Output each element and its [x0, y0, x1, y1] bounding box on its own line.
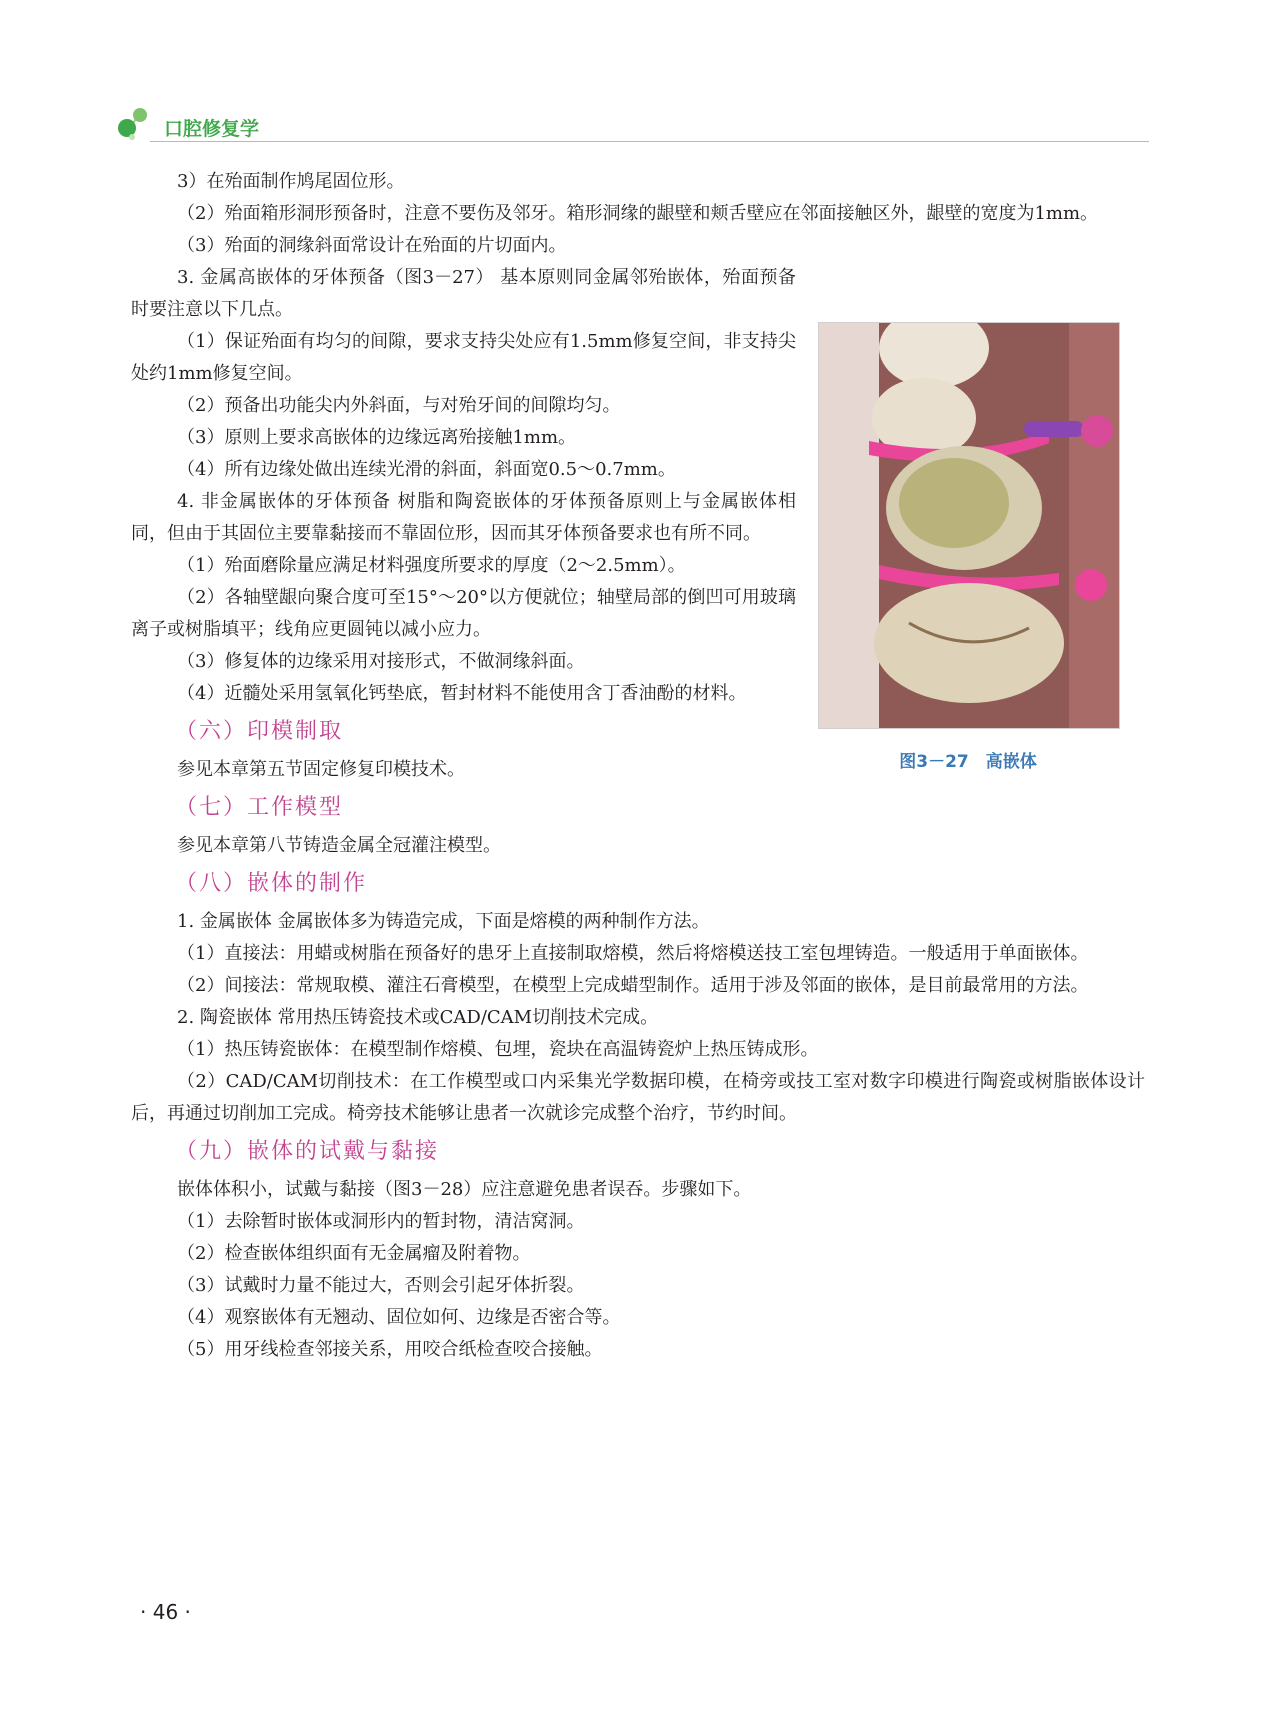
book-title: 口腔修复学	[164, 118, 260, 140]
paragraph: 3. 金属高嵌体的牙体预备（图3－27） 基本原则同金属邻殆嵌体，殆面预备时要注意以下几点。	[131, 267, 796, 320]
section-heading: （六）印模制取	[175, 719, 344, 744]
paragraph: （2）预备出功能尖内外斜面，与对殆牙间的间隙均匀。	[177, 395, 621, 416]
paragraph: （3）原则上要求高嵌体的边缘远离殆接触1mm。	[177, 427, 577, 448]
paragraph: （2）殆面箱形洞形预备时，注意不要伤及邻牙。箱形洞缘的龈壁和颊舌壁应在邻面接触区外，龈壁的宽度为1mm。	[177, 203, 1099, 224]
paragraph: 参见本章第五节固定修复印模技术。	[177, 759, 465, 780]
section-heading: （八）嵌体的制作	[175, 871, 368, 896]
paragraph: （1）直接法：用蜡或树脂在预备好的患牙上直接制取熔模，然后将熔模送技工室包埋铸造。一般适用于单面嵌体。	[177, 943, 1089, 964]
page-number: · 46 ·	[140, 1600, 191, 1624]
section-heading: （九）嵌体的试戴与黏接	[175, 1139, 440, 1164]
paragraph: （2）各轴壁龈向聚合度可至15°～20°以方便就位；轴壁局部的倒凹可用玻璃离子或树脂填平；线角应更圆钝以减小应力。	[131, 587, 796, 640]
paragraph: （2）间接法：常规取模、灌注石膏模型，在模型上完成蜡型制作。适用于涉及邻面的嵌体，是目前最常用的方法。	[177, 975, 1089, 996]
paragraph: （1）殆面磨除量应满足材料强度所要求的厚度（2～2.5mm）。	[177, 555, 686, 576]
section-heading: （七）工作模型	[175, 795, 344, 820]
paragraph: （3）殆面的洞缘斜面常设计在殆面的片切面内。	[177, 235, 567, 256]
paragraph: （1）保证殆面有均匀的间隙，要求支持尖处应有1.5mm修复空间，非支持尖处约1mm修复空间。	[131, 331, 796, 384]
paragraph: （2）检查嵌体组织面有无金属瘤及附着物。	[177, 1243, 531, 1264]
body-text	[131, 166, 1145, 1366]
paragraph: 嵌体体积小，试戴与黏接（图3－28）应注意避免患者误吞。步骤如下。	[177, 1179, 752, 1200]
paragraph: （4）观察嵌体有无翘动、固位如何、边缘是否密合等。	[177, 1307, 621, 1328]
paragraph: （1）去除暂时嵌体或洞形内的暂封物，清洁窝洞。	[177, 1211, 585, 1232]
paragraph: 2. 陶瓷嵌体 常用热压铸瓷技术或CAD/CAM切削技术完成。	[177, 1007, 659, 1028]
paragraph: 3）在殆面制作鸠尾固位形。	[177, 171, 405, 192]
paragraph: （3）试戴时力量不能过大，否则会引起牙体折裂。	[177, 1275, 585, 1296]
paragraph: 1. 金属嵌体 金属嵌体多为铸造完成，下面是熔模的两种制作方法。	[177, 911, 710, 932]
molecule-logo-icon	[116, 103, 154, 141]
header-rule	[150, 141, 1149, 142]
paragraph: （5）用牙线检查邻接关系，用咬合纸检查咬合接触。	[177, 1339, 603, 1360]
paragraph: （4）近髓处采用氢氧化钙垫底，暂封材料不能使用含丁香油酚的材料。	[177, 683, 747, 704]
figure-caption: 图3－27 高嵌体	[899, 752, 1037, 772]
text-beside-figure	[131, 262, 1145, 678]
running-header	[116, 103, 1149, 143]
paragraph: （4）所有边缘处做出连续光滑的斜面，斜面宽0.5～0.7mm。	[177, 459, 676, 480]
paragraph: 参见本章第八节铸造金属全冠灌注模型。	[177, 835, 501, 856]
paragraph: （1）热压铸瓷嵌体：在模型制作熔模、包埋，瓷块在高温铸瓷炉上热压铸成形。	[177, 1039, 819, 1060]
paragraph: 4. 非金属嵌体的牙体预备 树脂和陶瓷嵌体的牙体预备原则上与金属嵌体相同，但由于其固位主要靠黏接而不靠固位形，因而其牙体预备要求也有所不同。	[131, 491, 796, 544]
paragraph: （2）CAD/CAM切削技术：在工作模型或口内采集光学数据印模，在椅旁或技工室对数字印模进行陶瓷或树脂嵌体设计后，再通过切削加工完成。椅旁技术能够让患者一次就诊完成整个治疗，节约时间。	[131, 1071, 1145, 1124]
paragraph: （3）修复体的边缘采用对接形式，不做洞缘斜面。	[177, 651, 585, 672]
